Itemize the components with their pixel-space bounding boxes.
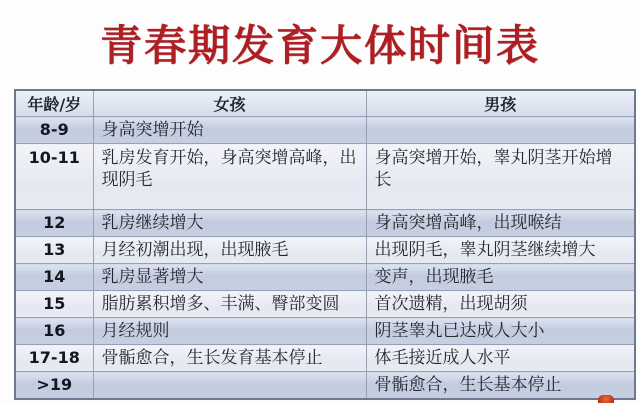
age-cell: 15 xyxy=(15,291,93,318)
age-cell: 13 xyxy=(15,237,93,264)
girls-cell: 身高突增开始 xyxy=(93,117,366,144)
boys-cell xyxy=(366,117,635,144)
age-cell: 14 xyxy=(15,264,93,291)
table-row xyxy=(15,117,635,144)
col-header-girls: 女孩 xyxy=(93,90,366,117)
girls-cell: 骨骺愈合，生长发育基本停止 xyxy=(93,345,366,372)
girls-cell: 月经初潮出现，出现腋毛 xyxy=(93,237,366,264)
girls-cell: 乳房显著增大 xyxy=(93,264,366,291)
girls-cell: 乳房继续增大 xyxy=(93,210,366,237)
age-cell: >19 xyxy=(15,372,93,400)
header-row xyxy=(15,90,635,117)
boys-cell: 骨骺愈合，生长基本停止 xyxy=(366,372,635,400)
girls-cell xyxy=(93,372,366,400)
corner-red-mark xyxy=(598,395,614,403)
boys-cell: 阴茎睾丸已达成人大小 xyxy=(366,318,635,345)
table-row xyxy=(15,210,635,237)
age-cell: 12 xyxy=(15,210,93,237)
age-cell: 8-9 xyxy=(15,117,93,144)
boys-cell: 出现阴毛，睾丸阴茎继续增大 xyxy=(366,237,635,264)
boys-cell: 首次遗精，出现胡须 xyxy=(366,291,635,318)
table-row xyxy=(15,372,635,400)
table-row xyxy=(15,318,635,345)
age-cell: 17-18 xyxy=(15,345,93,372)
table-row xyxy=(15,291,635,318)
boys-cell: 体毛接近成人水平 xyxy=(366,345,635,372)
table-row xyxy=(15,264,635,291)
table-row xyxy=(15,345,635,372)
table-row xyxy=(15,144,635,210)
boys-cell: 身高突增开始，睾丸阴茎开始增长 xyxy=(366,144,635,210)
puberty-timetable xyxy=(14,89,636,400)
boys-cell: 变声，出现腋毛 xyxy=(366,264,635,291)
girls-cell: 脂肪累积增多、丰满、臀部变圆 xyxy=(93,291,366,318)
col-header-age: 年龄/岁 xyxy=(15,90,93,117)
page-title: 青春期发育大体时间表 xyxy=(99,21,540,70)
table-row xyxy=(15,237,635,264)
girls-cell: 乳房发育开始，身高突增高峰，出现阴毛 xyxy=(93,144,366,210)
age-cell: 16 xyxy=(15,318,93,345)
boys-cell: 身高突增高峰，出现喉结 xyxy=(366,210,635,237)
col-header-boys: 男孩 xyxy=(366,90,635,117)
age-cell: 10-11 xyxy=(15,144,93,210)
girls-cell: 月经规则 xyxy=(93,318,366,345)
